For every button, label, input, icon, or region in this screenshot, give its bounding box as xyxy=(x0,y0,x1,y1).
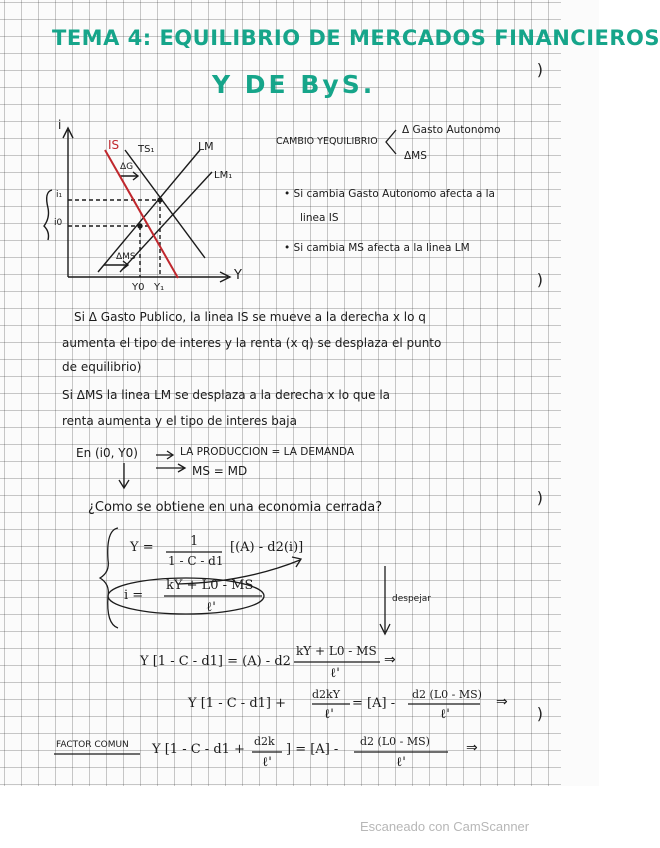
lm-label: LM xyxy=(198,140,214,153)
bullet-1-line-a: • Si cambia Gasto Autonomo afecta a la xyxy=(284,188,495,200)
i0-tick-label: i0 xyxy=(54,218,63,228)
step2-denominator: ℓ' xyxy=(324,707,334,722)
paragraph-line-2: aumenta el tipo de interes y la renta (x q) se desplaza el punto xyxy=(62,336,442,350)
eq2-left: i = xyxy=(124,588,144,603)
step1-left: Y [1 - C - d1] = (A) - d2 xyxy=(140,654,291,669)
x-axis-label: Y xyxy=(234,268,242,283)
binder-ring-2: ) xyxy=(536,270,543,289)
step2-mid: = [A] - xyxy=(352,696,396,711)
paragraph-line-1: Si Δ Gasto Publico, la linea IS se mueve a la derecha x lo q xyxy=(74,310,426,324)
cambio-label: CAMBIO YEQUILIBRIO xyxy=(276,136,378,147)
eq1-denominator: 1 - C - d1 xyxy=(168,554,224,568)
lm-curve xyxy=(98,150,200,272)
question: ¿Como se obtiene en una economia cerrada? xyxy=(88,500,383,515)
y0-tick-label: Y0 xyxy=(132,282,145,293)
binder-ring-1: ) xyxy=(536,60,543,79)
step3-prefix: FACTOR COMUN xyxy=(56,740,129,750)
delta-g-label: ΔG xyxy=(120,162,134,172)
equilibrium-label: En (i0, Y0) xyxy=(76,446,138,460)
step2-numerator: d2kY xyxy=(312,688,340,701)
system-brace xyxy=(100,528,118,628)
is-label: IS xyxy=(108,138,120,152)
step2-denominator-2: ℓ' xyxy=(440,707,450,722)
equilibrium-point-0 xyxy=(138,224,142,228)
y1-tick-label: Y₁ xyxy=(154,282,165,293)
eq1-numerator: 1 xyxy=(190,534,199,549)
title-line-2: Y DE ByS. xyxy=(212,70,376,99)
cambio-option-2: ΔMS xyxy=(404,150,427,162)
binder-ring-3: ) xyxy=(536,488,543,507)
is1-label: TS₁ xyxy=(138,144,155,155)
paragraph-line-5: renta aumenta y el tipo de interes baja xyxy=(62,414,297,428)
is1-curve xyxy=(125,150,205,258)
step2-implies: ⇒ xyxy=(496,694,508,710)
eq1-right: [(A) - d2(i)] xyxy=(230,540,304,555)
step2-numerator-2: d2 (L0 - MS) xyxy=(412,688,482,701)
eq1-left: Y = xyxy=(130,540,154,555)
equilibrium-production: LA PRODUCCION = LA DEMANDA xyxy=(180,446,355,458)
equilibrium-point-1 xyxy=(158,198,162,202)
bullet-2: • Si cambia MS afecta a la linea LM xyxy=(284,242,470,254)
y-axis-label: i xyxy=(58,118,62,132)
equilibrium-money: MS = MD xyxy=(192,464,248,478)
cambio-option-1: Δ Gasto Autonomo xyxy=(402,124,501,136)
title-line-1: TEMA 4: EQUILIBRIO DE MERCADOS FINANCIEROS xyxy=(52,26,660,50)
step1-denominator: ℓ' xyxy=(330,666,340,681)
step3-numerator-2: d2 (L0 - MS) xyxy=(360,735,430,748)
lm1-label: LM₁ xyxy=(214,170,233,181)
bullet-1-line-b: linea IS xyxy=(300,212,339,224)
step3-left: Y [1 - C - d1 + xyxy=(152,742,245,757)
step3-implies: ⇒ xyxy=(466,740,478,756)
interest-brace xyxy=(44,190,52,240)
scanner-footer: Escaneado con CamScanner xyxy=(360,819,530,834)
i1-tick-label: i₁ xyxy=(56,190,63,200)
cambio-bracket xyxy=(386,130,396,154)
paragraph-line-3: de equilibrio) xyxy=(62,360,142,374)
step3-mid: ] = [A] - xyxy=(286,742,339,757)
step2-left: Y [1 - C - d1] + xyxy=(188,696,287,711)
eq2-denominator: ℓ' xyxy=(206,600,216,615)
step1-implies: ⇒ xyxy=(384,652,396,668)
delta-ms-label: ΔMS xyxy=(116,252,136,262)
step1-numerator: kY + L0 - MS xyxy=(296,644,377,658)
step3-numerator: d2k xyxy=(254,735,275,748)
eq2-numerator: kY + L0 - MS xyxy=(166,578,254,593)
step3-denominator-2: ℓ' xyxy=(396,755,406,770)
step3-denominator: ℓ' xyxy=(262,755,272,770)
binder-ring-4: ) xyxy=(536,704,543,723)
paragraph-line-4: Si ΔMS la linea LM se desplaza a la derecha x lo que la xyxy=(62,388,391,402)
despejar-label: despejar xyxy=(392,594,431,604)
